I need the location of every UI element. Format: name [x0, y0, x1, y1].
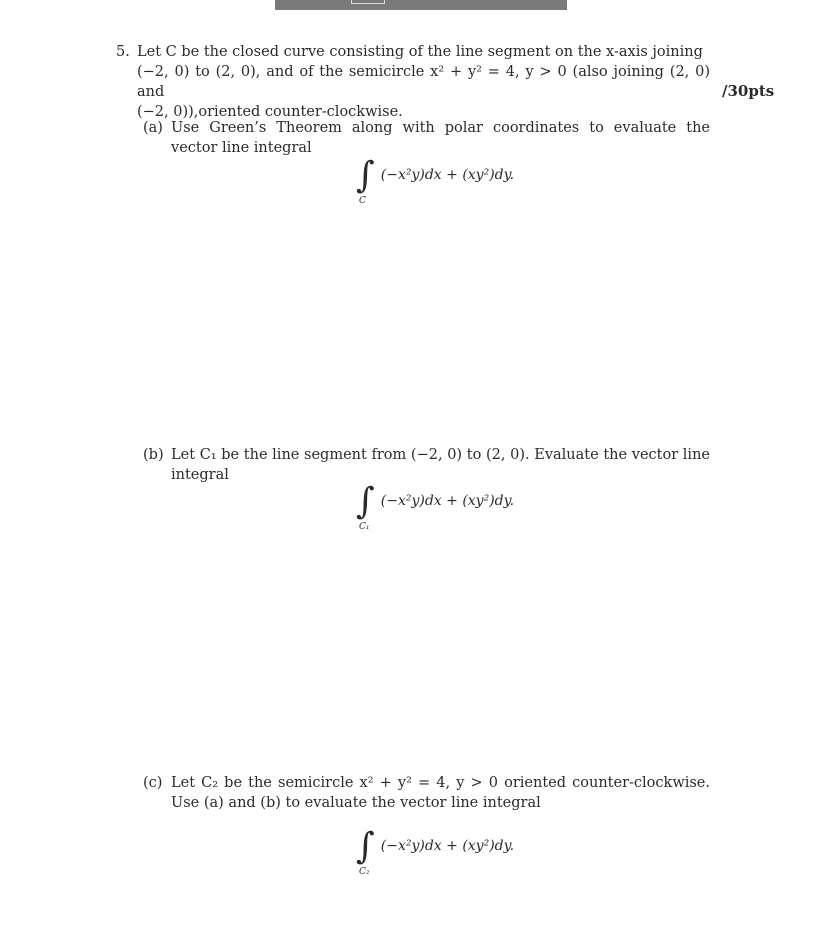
integral-sign: ∫ [356, 826, 375, 867]
integral-sign: ∫ [356, 481, 375, 522]
integral-expression: (−x²y)dx + (xy²)dy. [380, 493, 515, 509]
part-a-integral [356, 155, 515, 206]
points-label: /30pts [722, 82, 775, 100]
toolbar-handle[interactable] [351, 0, 385, 4]
problem-statement [116, 42, 710, 122]
problem-number: 5. [116, 44, 130, 60]
part-a-label: (a) [143, 120, 163, 136]
statement-line-1: Let C be the closed curve consisting of the line segment on the x-axis joining [137, 44, 703, 60]
part-c [143, 773, 710, 813]
statement-line-3: (−2, 0)),oriented counter-clockwise. [137, 104, 403, 120]
part-a-text: Use Green’s Theorem along with polar coordinates to evaluate the vector line integral [171, 120, 710, 156]
part-b-integral [356, 481, 515, 532]
part-c-label: (c) [143, 775, 163, 791]
integral-subscript: C₁ [359, 522, 370, 532]
top-toolbar-strip [275, 0, 567, 10]
integral-subscript: C₂ [359, 867, 370, 877]
part-c-integral [356, 826, 515, 877]
statement-line-2: (−2, 0) to (2, 0), and of the semicircle x² + y² = 4, y > 0 (also joining (2, 0) and [137, 64, 710, 100]
integral-expression: (−x²y)dx + (xy²)dy. [380, 838, 515, 854]
part-a [143, 118, 710, 158]
part-b-label: (b) [143, 447, 164, 463]
part-b-text: Let C₁ be the line segment from (−2, 0) to (2, 0). Evaluate the vector line integral [171, 447, 710, 483]
integral-expression: (−x²y)dx + (xy²)dy. [380, 167, 515, 183]
integral-sign: ∫ [356, 155, 375, 196]
integral-subscript: C [359, 196, 366, 206]
part-b [143, 445, 710, 485]
part-c-text: Let C₂ be the semicircle x² + y² = 4, y > 0 oriented counter-clockwise. Use (a) and (b) to evaluate the vector line integral [171, 775, 710, 811]
